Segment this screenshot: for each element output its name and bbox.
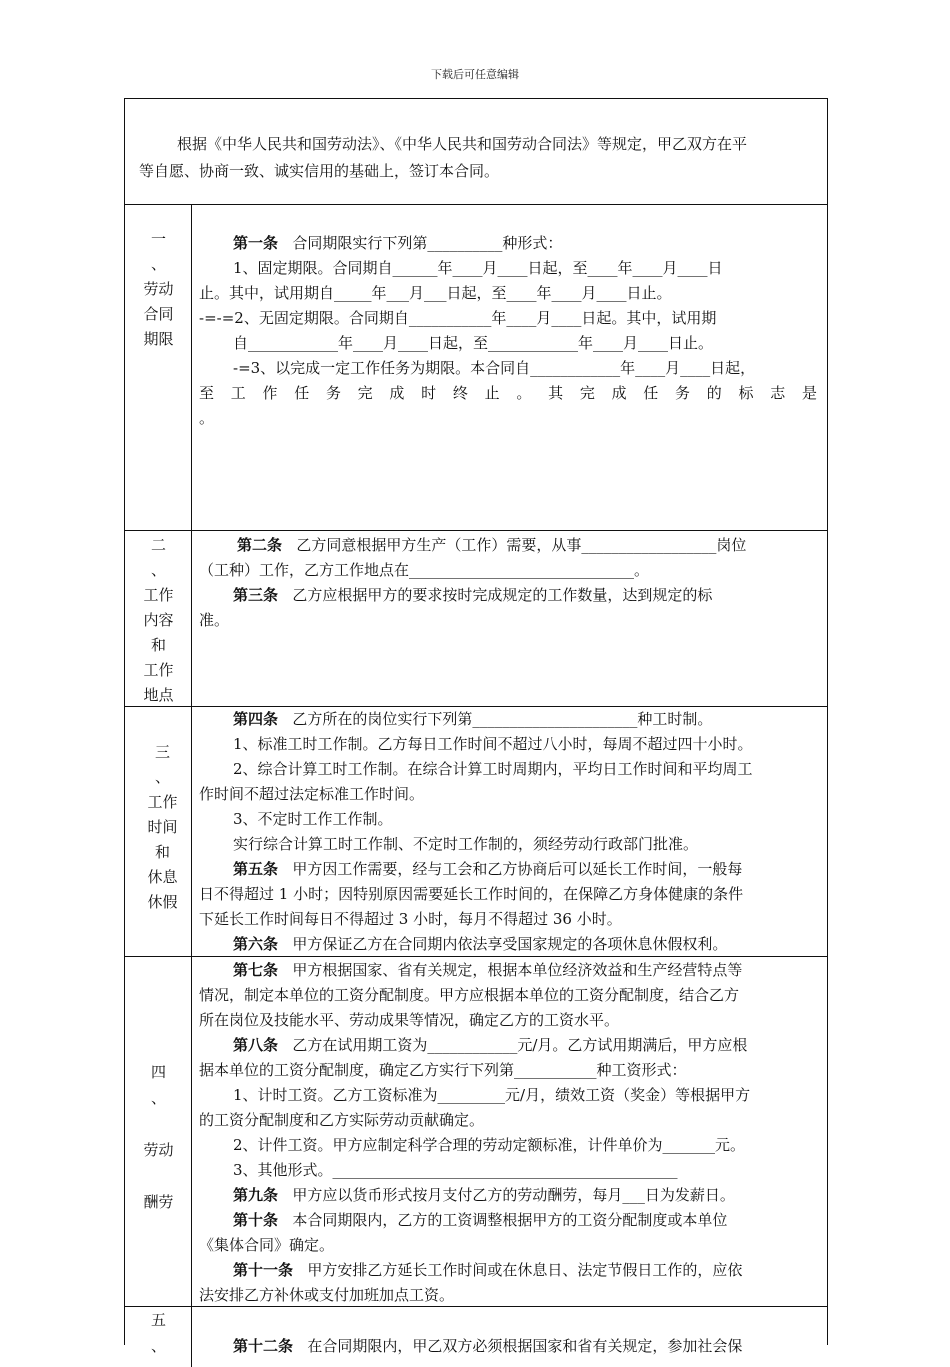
text-line: 情况，制定本单位的工资分配制度。甲方应根据本单位的工资分配制度，结合乙方 — [199, 986, 740, 1004]
section-work-hours — [125, 707, 827, 957]
text-line: 1、固定期限。合同期自______年____月____日起，至____年____月____日 — [233, 259, 723, 277]
article-text: 在合同期限内，甲乙双方必须根据国家和省有关规定，参加社会保 — [307, 1337, 743, 1355]
section-label: 三 、 工作 时间 和 休息 休假 — [147, 743, 178, 911]
article-text: 甲方保证乙方在合同期内依法享受国家规定的各项休息休假权利。 — [292, 935, 728, 953]
text-line: 法安排乙方补休或支付加班加点工资。 — [199, 1286, 455, 1304]
text-line: 1、标准工时工作制。乙方每日工作时间不超过八小时，每周不超过四十小时。 — [233, 735, 753, 753]
section-contract-term — [125, 205, 827, 531]
article-text: 甲方应以货币形式按月支付乙方的劳动酬劳，每月___日为发薪日。 — [292, 1186, 735, 1204]
article-title: 第十一条 — [233, 1261, 294, 1279]
article-text: 乙方同意根据甲方生产（工作）需要，从事__________________岗位 — [296, 536, 747, 554]
text-line: 所在岗位及技能水平、劳动成果等情况，确定乙方的工资水平。 — [199, 1011, 620, 1029]
text-line: 作时间不超过法定标准工作时间。 — [199, 785, 425, 803]
article-title: 第七条 — [233, 961, 279, 979]
article-text: 合同期限实行下列第__________种形式： — [292, 234, 563, 252]
section-label: 五 、 — [150, 1311, 166, 1355]
article-title: 第九条 — [233, 1186, 279, 1204]
section-content — [199, 958, 819, 1308]
preamble-row — [125, 99, 827, 205]
article-title: 第四条 — [233, 710, 279, 728]
text-line: 准。 — [199, 611, 230, 629]
section-work-content — [125, 531, 827, 707]
text-line: 1、计时工资。乙方工资标准为_________元/月，绩效工资（奖金）等根据甲方 — [233, 1086, 751, 1104]
preamble-line: 根据《中华人民共和国劳动法》、《中华人民共和国劳动合同法》等规定，甲乙双方在平 — [177, 135, 748, 153]
text-line: 下延长工作时间每日不得超过 3 小时，每月不得超过 36 小时。 — [199, 910, 622, 928]
text-line: 《集体合同》确定。 — [199, 1236, 335, 1254]
article-text: 乙方所在的岗位实行下列第______________________种工时制。 — [292, 710, 713, 728]
section-content — [199, 231, 819, 431]
section-social-insurance — [125, 1307, 827, 1367]
article-title: 第十条 — [233, 1211, 279, 1229]
section-label: 二 、 工作 内容 和 工作 地点 — [143, 536, 174, 704]
section-content — [199, 1334, 819, 1359]
article-title: 第五条 — [233, 860, 279, 878]
text-line: 日不得超过 1 小时；因特别原因需要延长工作时间的，在保障乙方身体健康的条件 — [199, 885, 744, 903]
text-line: 止。其中，试用期自_____年___月___日起，至____年____月____日止。 — [199, 284, 672, 302]
text-line: 的工资分配制度和乙方实际劳动贡献确定。 — [199, 1111, 485, 1129]
text-line: 3、不定时工作工作制。 — [233, 810, 393, 828]
text-line: 。 — [199, 409, 215, 427]
section-content — [199, 707, 819, 957]
article-title: 第一条 — [233, 234, 279, 252]
article-text: 甲方因工作需要，经与工会和乙方协商后可以延长工作时间，一般每 — [292, 860, 743, 878]
article-title: 第八条 — [233, 1036, 279, 1054]
page-header-note: 下载后可任意编辑 — [431, 68, 519, 81]
article-title: 第十二条 — [233, 1337, 294, 1355]
contract-table — [124, 98, 828, 1355]
article-text: 甲方安排乙方延长工作时间或在休息日、法定节假日工作的，应依 — [307, 1261, 743, 1279]
text-line: 3、其他形式。______________________________________________ — [233, 1161, 678, 1179]
text-line: 至工作任务完成时终止。其完成任务的标志是 — [199, 384, 819, 402]
article-title: 第六条 — [233, 935, 279, 953]
section-label-cell — [125, 707, 192, 956]
text-line: 2、计件工资。甲方应制定科学合理的劳动定额标准，计件单价为_______元。 — [233, 1136, 746, 1154]
section-content — [199, 533, 819, 633]
article-title: 第二条 — [237, 536, 283, 554]
section-remuneration — [125, 957, 827, 1307]
text-line: -=3、以完成一定工作任务为期限。本合同自____________年____月____日起， — [233, 359, 756, 377]
article-text: 乙方应根据甲方的要求按时完成规定的工作数量，达到规定的标 — [292, 586, 713, 604]
text-line: 据本单位的工资分配制度，确定乙方实行下列第___________种工资形式： — [199, 1061, 687, 1079]
article-text: 乙方在试用期工资为____________元/月。乙方试用期满后，甲方应根 — [292, 1036, 748, 1054]
section-label-cell — [125, 1307, 192, 1367]
section-label: 四 、 劳动 酬劳 — [143, 1063, 174, 1211]
preamble-text — [139, 131, 817, 185]
article-text: 甲方根据国家、省有关规定，根据本单位经济效益和生产经营特点等 — [292, 961, 743, 979]
section-label: 一 、 劳动 合同 期限 — [143, 230, 174, 348]
section-label-cell — [125, 531, 192, 706]
text-line: 2、综合计算工时工作制。在综合计算工时周期内，平均日工作时间和平均周工 — [233, 760, 753, 778]
preamble-line: 等自愿、协商一致、诚实信用的基础上，签订本合同。 — [139, 162, 500, 180]
section-label-cell — [125, 957, 192, 1306]
text-line: -=-=2、无固定期限。合同期自___________年____月____日起。其中，试用期 — [199, 309, 717, 327]
section-label-cell — [125, 205, 192, 530]
text-line: （工种）工作，乙方工作地点在______________________________。 — [199, 561, 650, 579]
article-text: 本合同期限内，乙方的工资调整根据甲方的工资分配制度或本单位 — [292, 1211, 728, 1229]
text-line: 自____________年____月____日起，至____________年____月____日止。 — [233, 334, 714, 352]
article-title: 第三条 — [233, 586, 279, 604]
text-line: 实行综合计算工时工作制、不定时工作制的，须经劳动行政部门批准。 — [233, 835, 699, 853]
